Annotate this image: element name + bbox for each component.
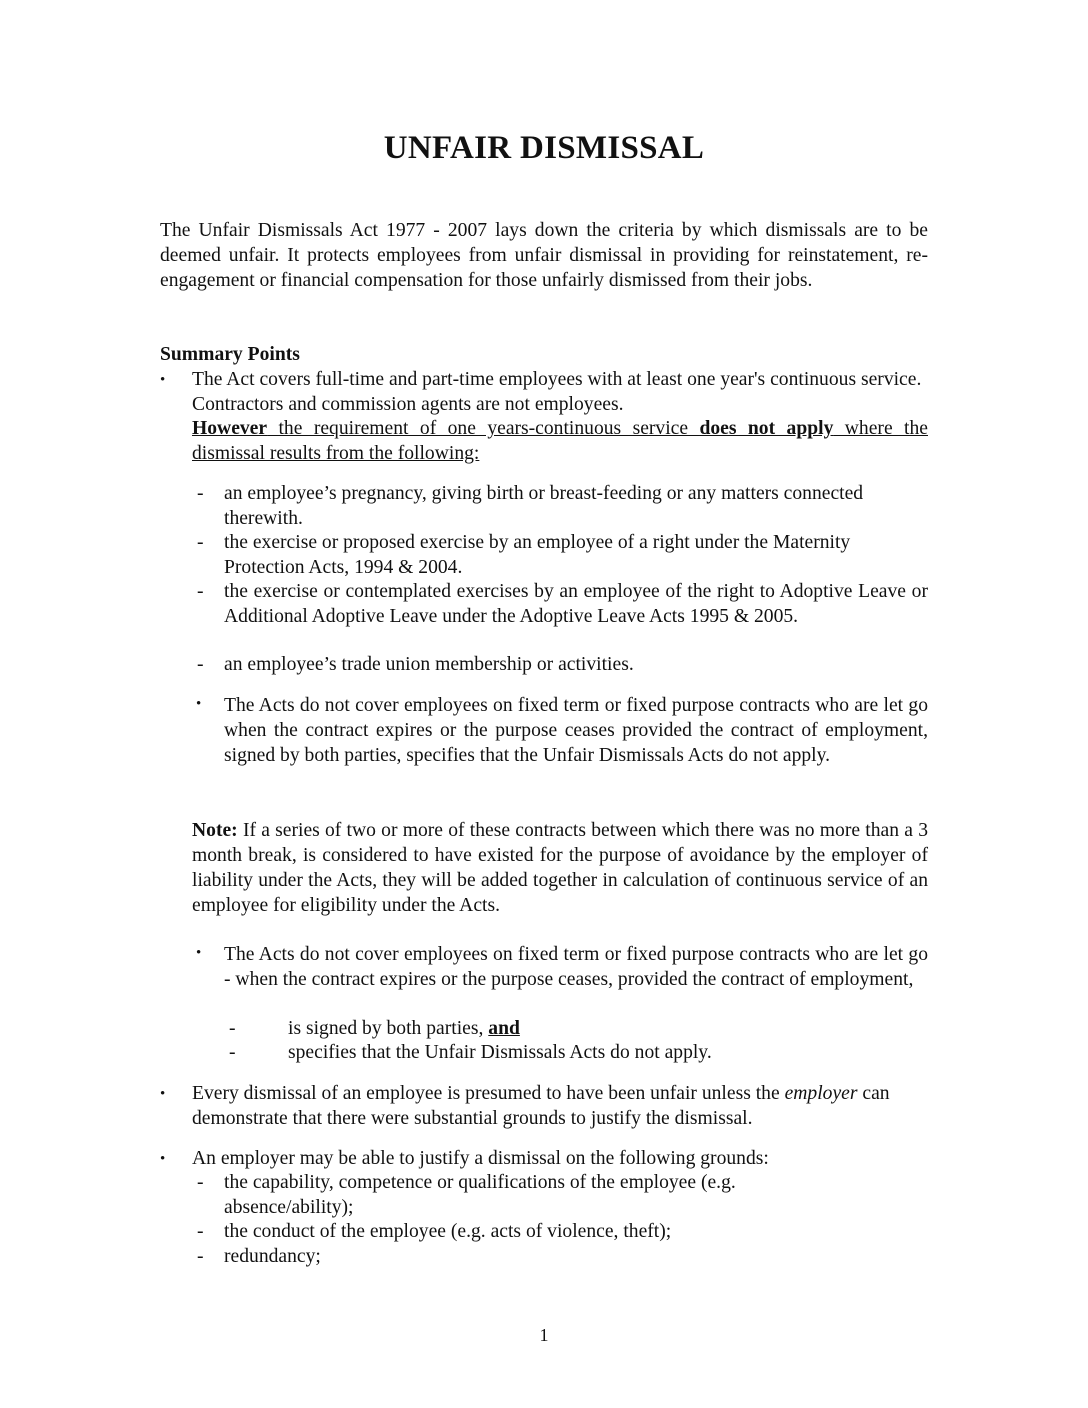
dash-icon: - [197,581,204,602]
sub-item-text: is signed by both parties, [288,1018,489,1039]
fixed-term-paragraph: The Acts do not cover employees on fixed term or fixed purpose contracts who are let go when the contract expires or the purpose ceases provided the contract of employment, signed by both parties, specifies that the Unfair Dismissals Acts do not apply. [224,695,928,766]
bullet-icon: • [196,945,202,961]
page-title: UNFAIR DISMISSAL [383,130,705,166]
bullet-icon: • [160,372,166,388]
fixed-term-paragraph-2: The Acts do not cover employees on fixed term or fixed purpose contracts who are let go - when the contract expires or the purpose ceases, provided the contract of employment, [224,944,928,990]
however-paragraph [192,416,928,466]
sub-item: specifies that the Unfair Dismissals Acts do not apply. [288,1042,712,1063]
intro-paragraph: The Unfair Dismissals Act 1977 - 2007 lays down the criteria by which dismissals are to be deemed unfair. It protects employees from unfair dismissal in providing for reinstatement, re-engagement or financial compensation for those unfairly dismissed from their jobs. [160,220,928,291]
dash-icon: - [229,1018,236,1039]
dash-icon: - [197,1172,204,1193]
requirement-text-end: where the dismissal results from the following: [192,418,928,464]
bullet-icon: • [160,1086,166,1102]
presumed-text-end: can demonstrate that there were substantial grounds to justify the dismissal. [192,1083,890,1129]
point-coverage: The Act covers full-time and part-time employees with at least one year's continuous service. Contractors and commission agents are not employees. [192,369,922,415]
ground-item: the conduct of the employee (e.g. acts of violence, theft); [224,1221,672,1242]
requirement-text: the requirement of one years-continuous service [267,418,700,439]
however-label: However [192,418,268,439]
exception-item: an employee’s pregnancy, giving birth or breast-feeding or any matters connected therewith. [224,483,864,529]
note-text: If a series of two or more of these contracts between which there was no more than a 3 month break, is considered to have existed for the purpose of avoidance by the employer of liability under the Acts, they will be added together in calculation of continuous service of an employee for eligibility under the Acts. [192,820,928,916]
dash-icon: - [197,1221,204,1242]
exception-item: an employee’s trade union membership or activities. [224,654,634,675]
sub-item [288,1016,520,1041]
presumed-text: Every dismissal of an employee is presumed to have been unfair unless the [192,1083,785,1104]
dash-icon: - [229,1042,236,1063]
note-paragraph [192,818,928,918]
and-emphasis: and [488,1018,520,1039]
grounds-intro: An employer may be able to justify a dismissal on the following grounds: [192,1148,769,1169]
summary-heading: Summary Points [160,344,300,365]
does-not-apply: does not apply [699,418,834,439]
dash-icon: - [197,654,204,675]
dash-icon: - [197,1246,204,1267]
note-label: Note: [192,820,238,841]
dash-icon: - [197,532,204,553]
employer-emphasis: employer [784,1083,858,1104]
bullet-icon: • [196,696,202,712]
page-number: 1 [539,1325,549,1345]
ground-item: redundancy; [224,1246,321,1267]
exception-item: the exercise or contemplated exercises by an employee of the right to Adoptive Leave or Additional Adoptive Leave under the Adoptive Leave Acts 1995 & 2005. [224,581,928,627]
bullet-icon: • [160,1151,166,1167]
dash-icon: - [197,483,204,504]
exception-item: the exercise or proposed exercise by an employee of a right under the Maternity Protection Acts, 1994 & 2004. [224,532,851,578]
presumed-unfair-paragraph [192,1081,932,1131]
ground-item: the capability, competence or qualifications of the employee (e.g. absence/ability); [224,1172,736,1218]
